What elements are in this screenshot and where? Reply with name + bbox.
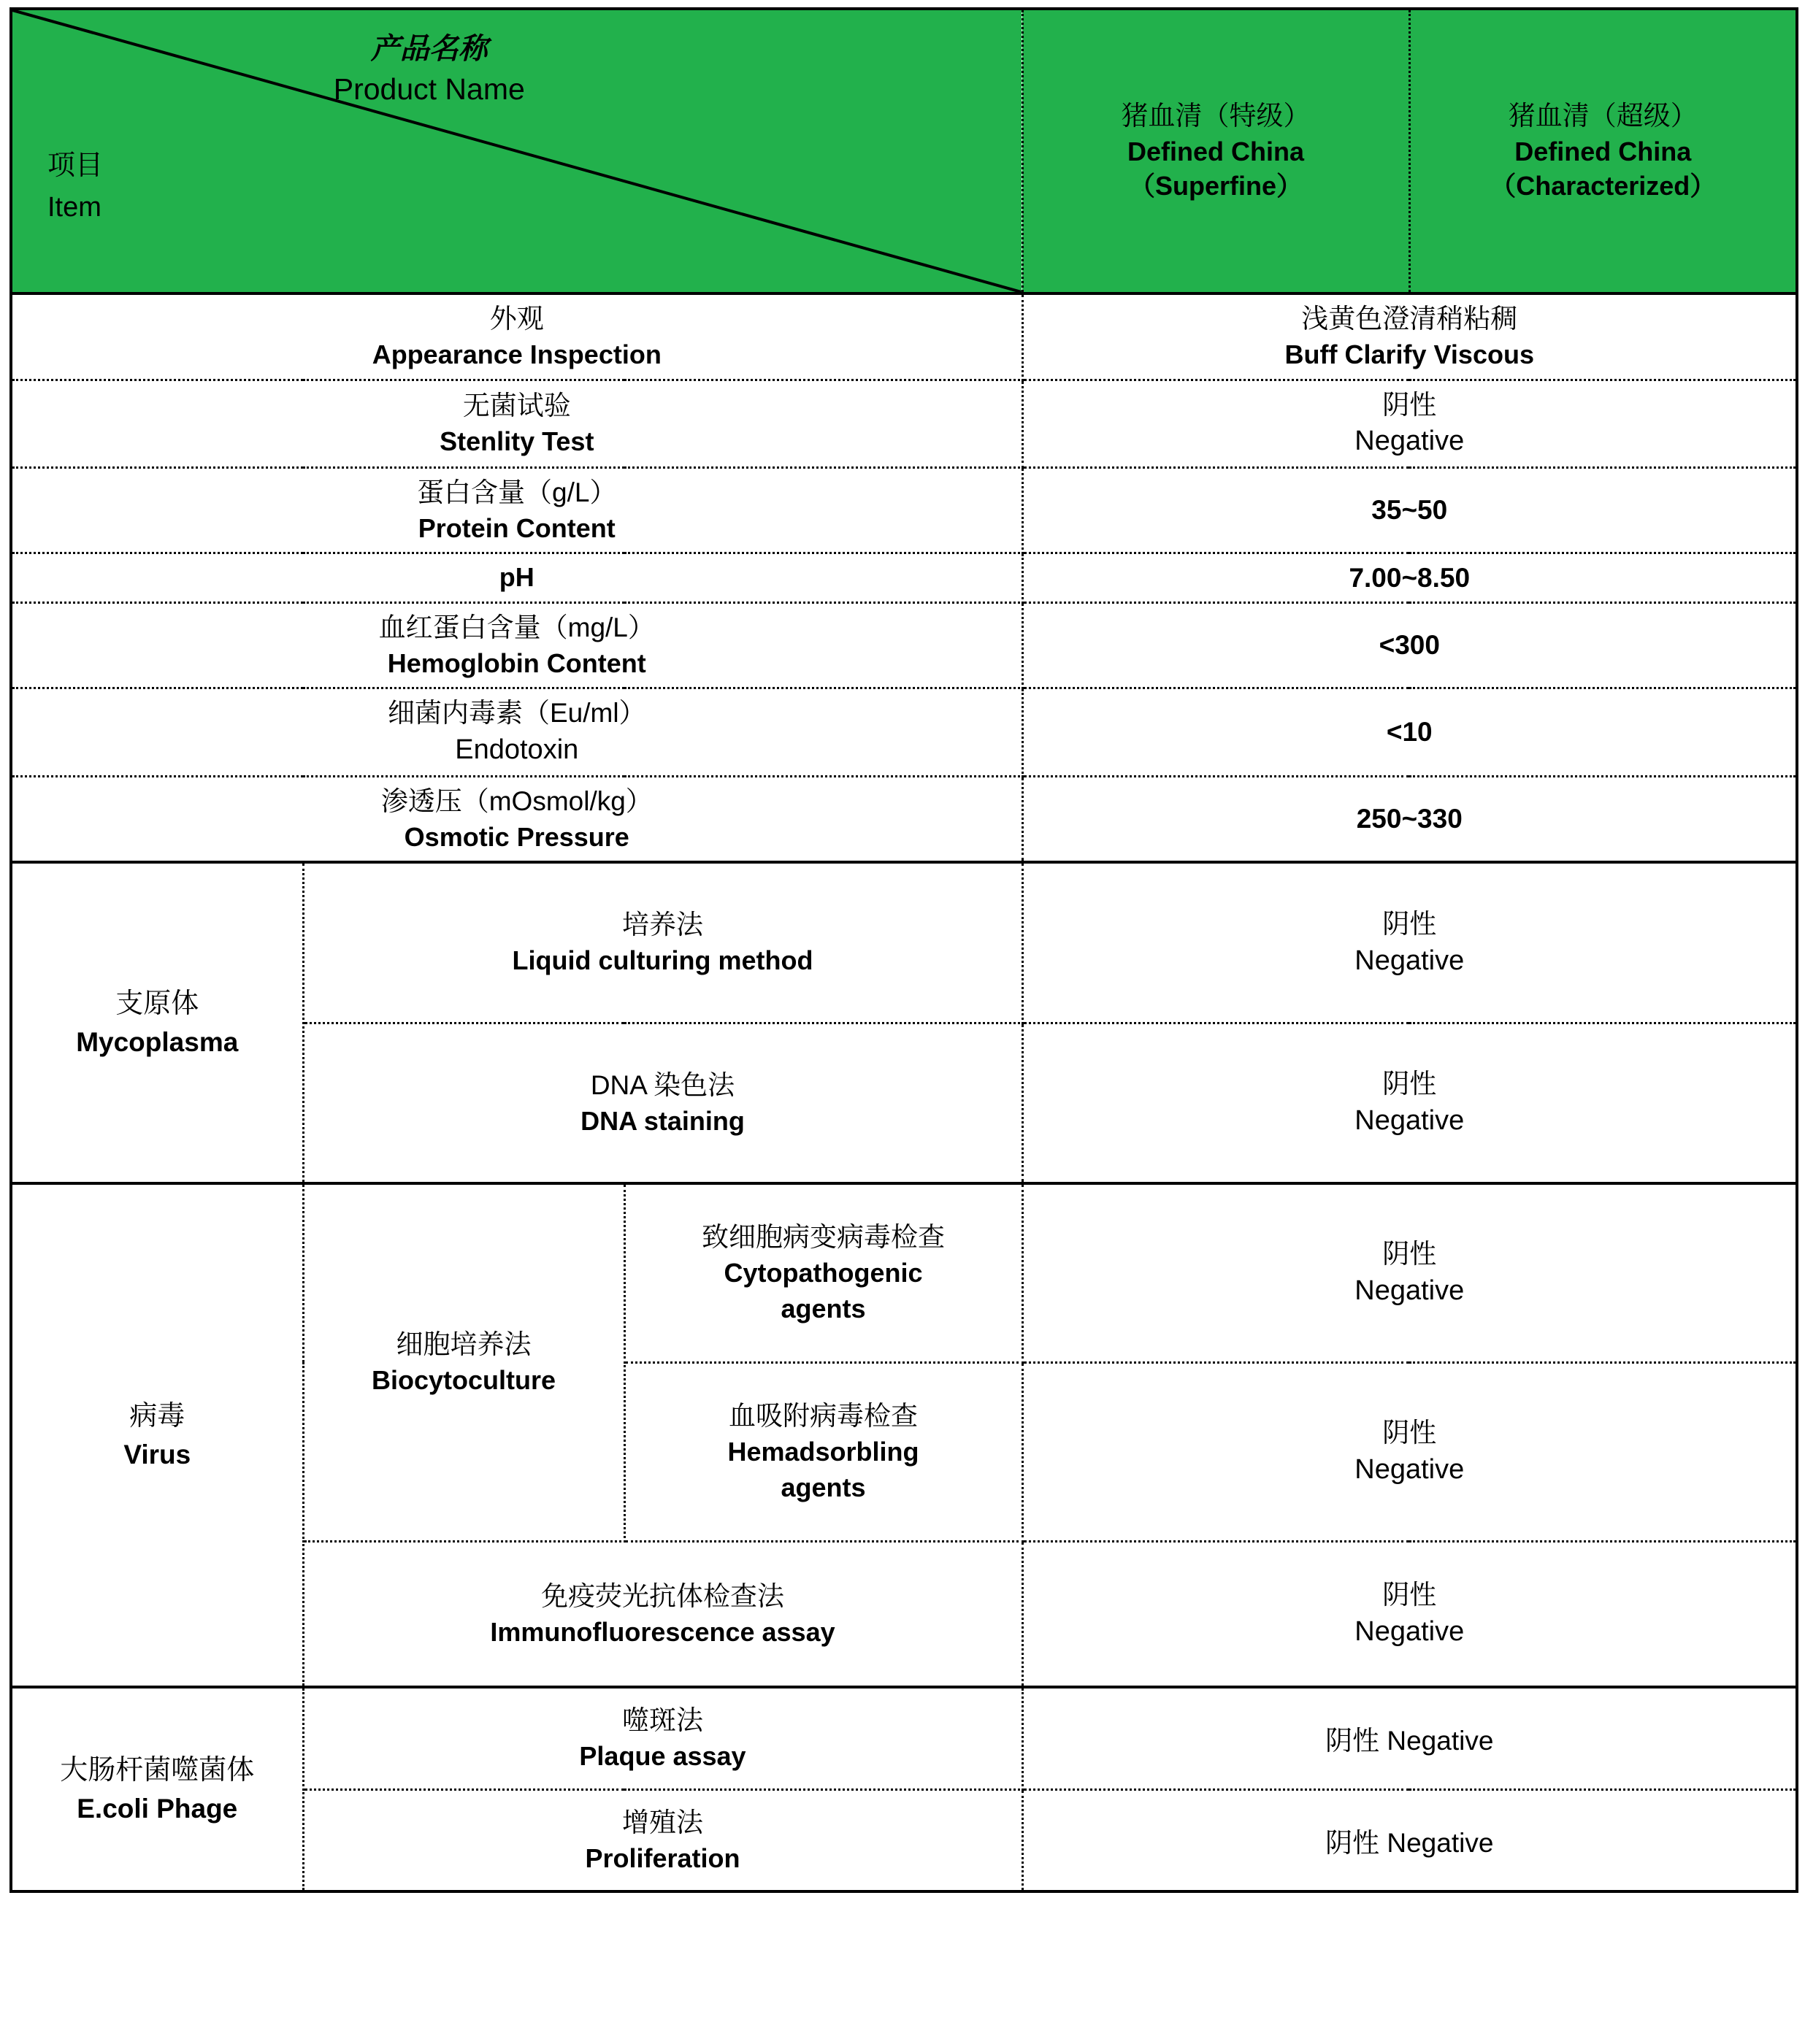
table-row (11, 688, 1797, 776)
method-phage-proliferation (303, 1789, 1022, 1891)
row-value-protein: 35~50 (1022, 467, 1797, 553)
group-label-virus-cn: 病毒 (129, 1400, 185, 1432)
value-virus-hemadsorbing (1022, 1362, 1797, 1541)
row-label-endotoxin (11, 688, 1022, 776)
method-mycoplasma-culture (303, 862, 1022, 1023)
product-name-label (12, 29, 1022, 110)
header-superfine-en2: （Superfine） (1129, 171, 1303, 201)
row-label-ph (11, 553, 1022, 603)
group-label-ecoli-phage-en: E.coli Phage (77, 1793, 238, 1824)
row-value-appearance-cn: 浅黄色澄清稍粘稠 (1301, 304, 1518, 334)
test-virus-cytopathogenic-cn: 致细胞病变病毒检查 (702, 1222, 945, 1253)
group-label-virus (11, 1183, 303, 1687)
group-label-mycoplasma (11, 862, 303, 1183)
specification-table (9, 7, 1798, 1893)
table-row (11, 602, 1797, 688)
value-mycoplasma-dna-en: Negative (1354, 1105, 1465, 1137)
row-label-osmotic-cn: 渗透压（mOsmol/kg） (380, 785, 653, 816)
method-phage-plaque-cn: 噬斑法 (622, 1705, 703, 1736)
value-virus-immunofluorescence-cn: 阴性 (1382, 1580, 1437, 1610)
row-label-sterility-en: Stenlity Test (440, 426, 594, 456)
method-phage-proliferation-cn: 增殖法 (622, 1807, 703, 1837)
value-virus-immunofluorescence-en: Negative (1354, 1616, 1465, 1648)
row-value-ph: 7.00~8.50 (1022, 553, 1797, 603)
value-virus-hemadsorbing-cn: 阴性 (1382, 1418, 1437, 1448)
value-virus-cytopathogenic (1022, 1183, 1797, 1362)
row-label-osmotic (11, 776, 1022, 862)
row-label-endotoxin-en: Endotoxin (455, 734, 579, 766)
row-label-osmotic-en: Osmotic Pressure (404, 821, 629, 852)
row-label-ph-en: pH (499, 562, 534, 593)
header-diagonal-cell (11, 9, 1022, 293)
row-value-osmotic: 250~330 (1022, 776, 1797, 862)
item-label (47, 145, 103, 228)
document-page (0, 7, 1805, 2044)
group-label-ecoli-phage-cn: 大肠杆菌噬菌体 (60, 1754, 255, 1786)
row-label-hemoglobin (11, 602, 1022, 688)
table-row (11, 1687, 1797, 1789)
row-value-sterility-cn: 阴性 (1382, 389, 1437, 420)
row-value-sterility (1022, 380, 1797, 467)
method-phage-proliferation-en: Proliferation (585, 1843, 740, 1873)
row-label-sterility (11, 380, 1022, 467)
product-name-en: Product Name (333, 72, 525, 106)
value-mycoplasma-dna-cn: 阴性 (1382, 1069, 1437, 1099)
row-value-endotoxin: <10 (1022, 688, 1797, 776)
row-label-appearance-cn: 外观 (489, 304, 544, 334)
group-label-mycoplasma-cn: 支原体 (115, 988, 199, 1019)
row-value-hemoglobin: <300 (1022, 602, 1797, 688)
product-name-cn: 产品名称 (370, 33, 488, 65)
group-label-virus-en: Virus (123, 1439, 191, 1469)
row-label-hemoglobin-cn: 血红蛋白含量（mg/L） (378, 612, 655, 642)
value-virus-immunofluorescence (1022, 1541, 1797, 1687)
row-label-endotoxin-cn: 细菌内毒素（Eu/ml） (387, 698, 646, 729)
group-label-mycoplasma-en: Mycoplasma (76, 1026, 239, 1057)
value-mycoplasma-dna (1022, 1023, 1797, 1183)
test-virus-hemadsorbing-cn: 血吸附病毒检查 (729, 1401, 918, 1432)
row-label-protein-cn: 蛋白含量（g/L） (417, 477, 617, 507)
test-virus-cytopathogenic-en2: agents (781, 1293, 866, 1323)
test-virus-hemadsorbing-en1: Hemadsorbling (727, 1437, 919, 1467)
method-mycoplasma-dna-cn: DNA 染色法 (590, 1069, 735, 1100)
header-column-superfine (1022, 9, 1409, 293)
method-virus-immunofluorescence-en: Immunofluorescence assay (490, 1616, 835, 1647)
item-en: Item (47, 192, 101, 223)
value-phage-proliferation: 阴性 Negative (1022, 1789, 1797, 1891)
value-virus-hemadsorbing-en: Negative (1354, 1454, 1465, 1485)
row-label-appearance (11, 293, 1022, 380)
value-mycoplasma-culture-cn: 阴性 (1382, 908, 1437, 939)
method-phage-plaque-en: Plaque assay (579, 1741, 746, 1772)
table-row (11, 467, 1797, 553)
row-label-sterility-cn: 无菌试验 (462, 390, 571, 420)
value-virus-cytopathogenic-en: Negative (1354, 1275, 1465, 1307)
table-row (11, 380, 1797, 467)
header-column-characterized (1409, 9, 1797, 293)
method-virus-immunofluorescence (303, 1541, 1022, 1687)
table-row (11, 293, 1797, 380)
row-value-appearance (1022, 293, 1797, 380)
value-phage-plaque: 阴性 Negative (1022, 1687, 1797, 1789)
method-virus-biocytoculture-en: Biocytoculture (371, 1365, 556, 1396)
row-value-sterility-en: Negative (1354, 426, 1465, 457)
test-virus-hemadsorbing (624, 1362, 1022, 1541)
table-header-row (11, 9, 1797, 293)
header-superfine-en1: Defined China (1127, 136, 1305, 166)
method-mycoplasma-dna-en: DNA staining (580, 1105, 745, 1136)
table-row (11, 553, 1797, 603)
row-label-appearance-en: Appearance Inspection (372, 339, 662, 369)
test-virus-cytopathogenic (624, 1183, 1022, 1362)
table-row (11, 776, 1797, 862)
method-virus-immunofluorescence-cn: 免疫荧光抗体检查法 (541, 1580, 784, 1611)
method-phage-plaque (303, 1687, 1022, 1789)
group-label-ecoli-phage (11, 1687, 303, 1891)
method-virus-biocytoculture (303, 1183, 624, 1541)
value-mycoplasma-culture-en: Negative (1354, 945, 1465, 976)
row-label-hemoglobin-en: Hemoglobin Content (387, 648, 646, 678)
method-mycoplasma-culture-cn: 培养法 (622, 910, 703, 940)
header-superfine-cn: 猪血清（特级） (1121, 101, 1311, 131)
item-cn: 项目 (47, 150, 104, 181)
test-virus-hemadsorbing-en2: agents (781, 1472, 866, 1502)
table-row (11, 1183, 1797, 1362)
row-label-protein-en: Protein Content (418, 512, 616, 543)
header-characterized-en2: （Characterized） (1490, 171, 1717, 201)
value-mycoplasma-culture (1022, 862, 1797, 1023)
header-characterized-en1: Defined China (1514, 136, 1692, 166)
test-virus-cytopathogenic-en1: Cytopathogenic (724, 1258, 923, 1288)
row-label-protein (11, 467, 1022, 553)
method-virus-biocytoculture-cn: 细胞培养法 (396, 1329, 532, 1360)
method-mycoplasma-culture-en: Liquid culturing method (512, 945, 813, 976)
value-virus-cytopathogenic-cn: 阴性 (1382, 1239, 1437, 1269)
row-value-appearance-en: Buff Clarify Viscous (1284, 339, 1534, 369)
table-row (11, 862, 1797, 1023)
header-characterized-cn: 猪血清（超级） (1508, 101, 1698, 131)
method-mycoplasma-dna (303, 1023, 1022, 1183)
